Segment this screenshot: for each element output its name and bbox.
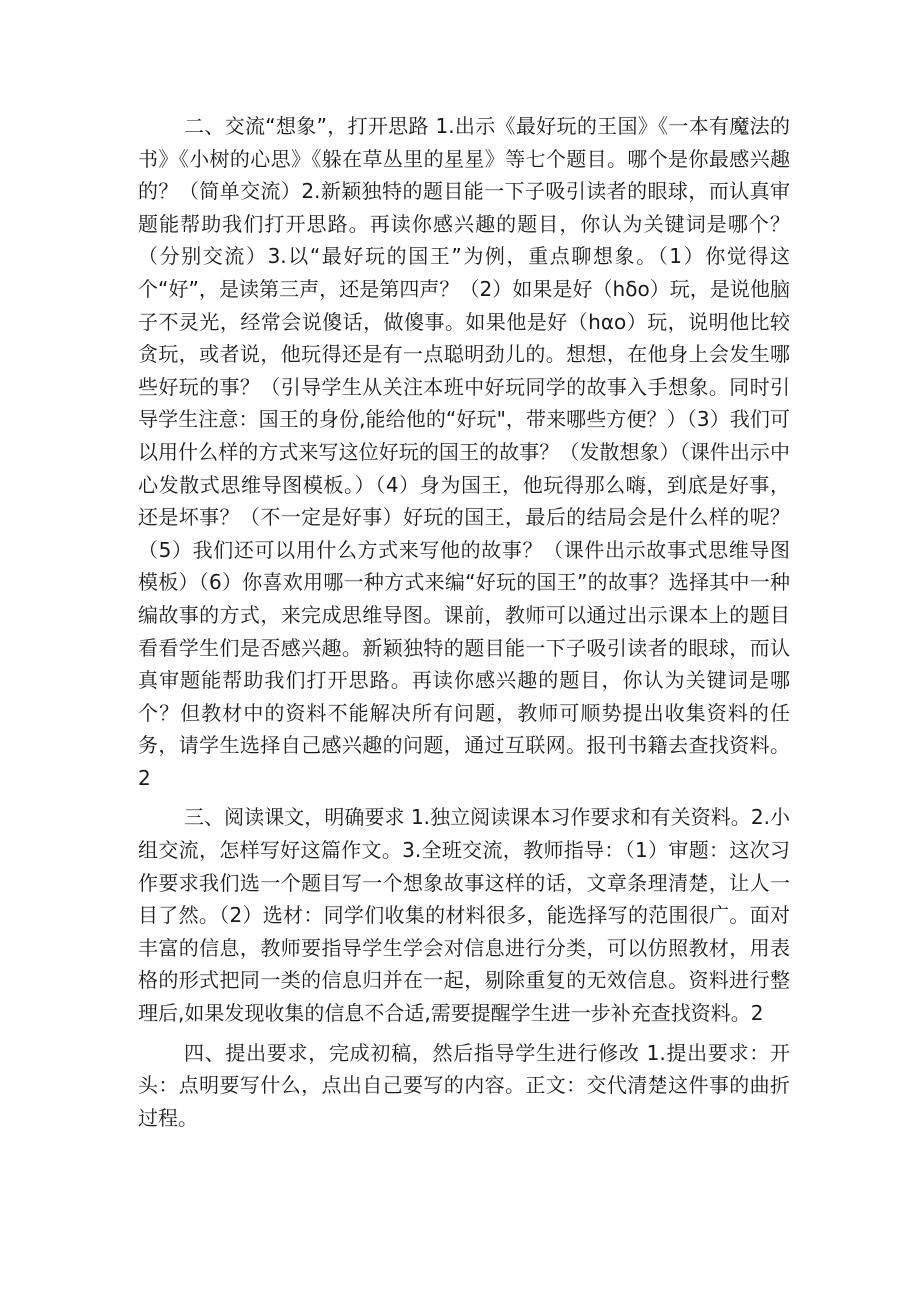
document-body [138,110,790,1134]
paragraph-section-four: 四、提出要求，完成初稿，然后指导学生进行修改 1.提出要求：开头：点明要写什么，点出自己要写的内容。正文：交代清楚这件事的曲折过程。 [138,1040,790,1130]
paragraph-section-two: 二、交流“想象”，打开思路 1.出示《最好玩的王国》《一本有魔法的书》《小树的心思》《躲在草丛里的星星》等七个题目。哪个是你最感兴趣的？（简单交流）2.新颖独特的题目能一下子吸引读者的眼球，而认真审题能帮助我们打开思路。再读你感兴趣的题目，你认为关键词是哪个？（分别交流）3.以“最好玩的国王”为例，重点聊想象。（1）你觉得这个“好”，是读第三声，还是第四声？（2）如果是好（hδo）玩，是说他脑子不灵光，经常会说傻话，做傻事。如果他是好（hαo）玩，说明他比较贪玩，或者说，他玩得还是有一点聪明劲儿的。想想，在他身上会发生哪些好玩的事？（引导学生从关注本班中好玩同学的故事入手想象。同时引导学生注意：国王的身份,能给他的“好玩"，带来哪些方便？）（3）我们可以用什么样的方式来写这位好玩的国王的故事？（发散想象）（课件出示中心发散式思维导图模板。）（4）身为国王，他玩得那么嗨，到底是好事，还是坏事？（不一定是好事）好玩的国王，最后的结局会是什么样的呢？（5）我们还可以用什么方式来写他的故事？（课件出示故事式思维导图模板）（6）你喜欢用哪一种方式来编“好玩的国王”的故事？选择其中一种编故事的方式，来完成思维导图。课前，教师可以通过出示课本上的题目看看学生们是否感兴趣。新颖独特的题目能一下子吸引读者的眼球，而认真审题能帮助我们打开思路。再读你感兴趣的题目，你认为关键词是哪个？但教材中的资料不能解决所有问题，教师可顺势提出收集资料的任务，请学生选择自己感兴趣的问题，通过互联网。报刊书籍去查找资料。2 [138,114,790,790]
paragraph-section-three: 三、阅读课文，明确要求 1.独立阅读课本习作要求和有关资料。2.小组交流，怎样写好这篇作文。3.全班交流，教师指导：（1）审题：这次习作要求我们选一个题目写一个想象故事这样的话，文章条理清楚，让人一目了然。（2）选材：同学们收集的材料很多，能选择写的范围很广。面对丰富的信息，教师要指导学生学会对信息进行分类，可以仿照教材，用表格的形式把同一类的信息归并在一起，剔除重复的无效信息。资料进行整理后,如果发现收集的信息不合适,需要提醒学生进一步补充查找资料。2 [138,805,790,1026]
